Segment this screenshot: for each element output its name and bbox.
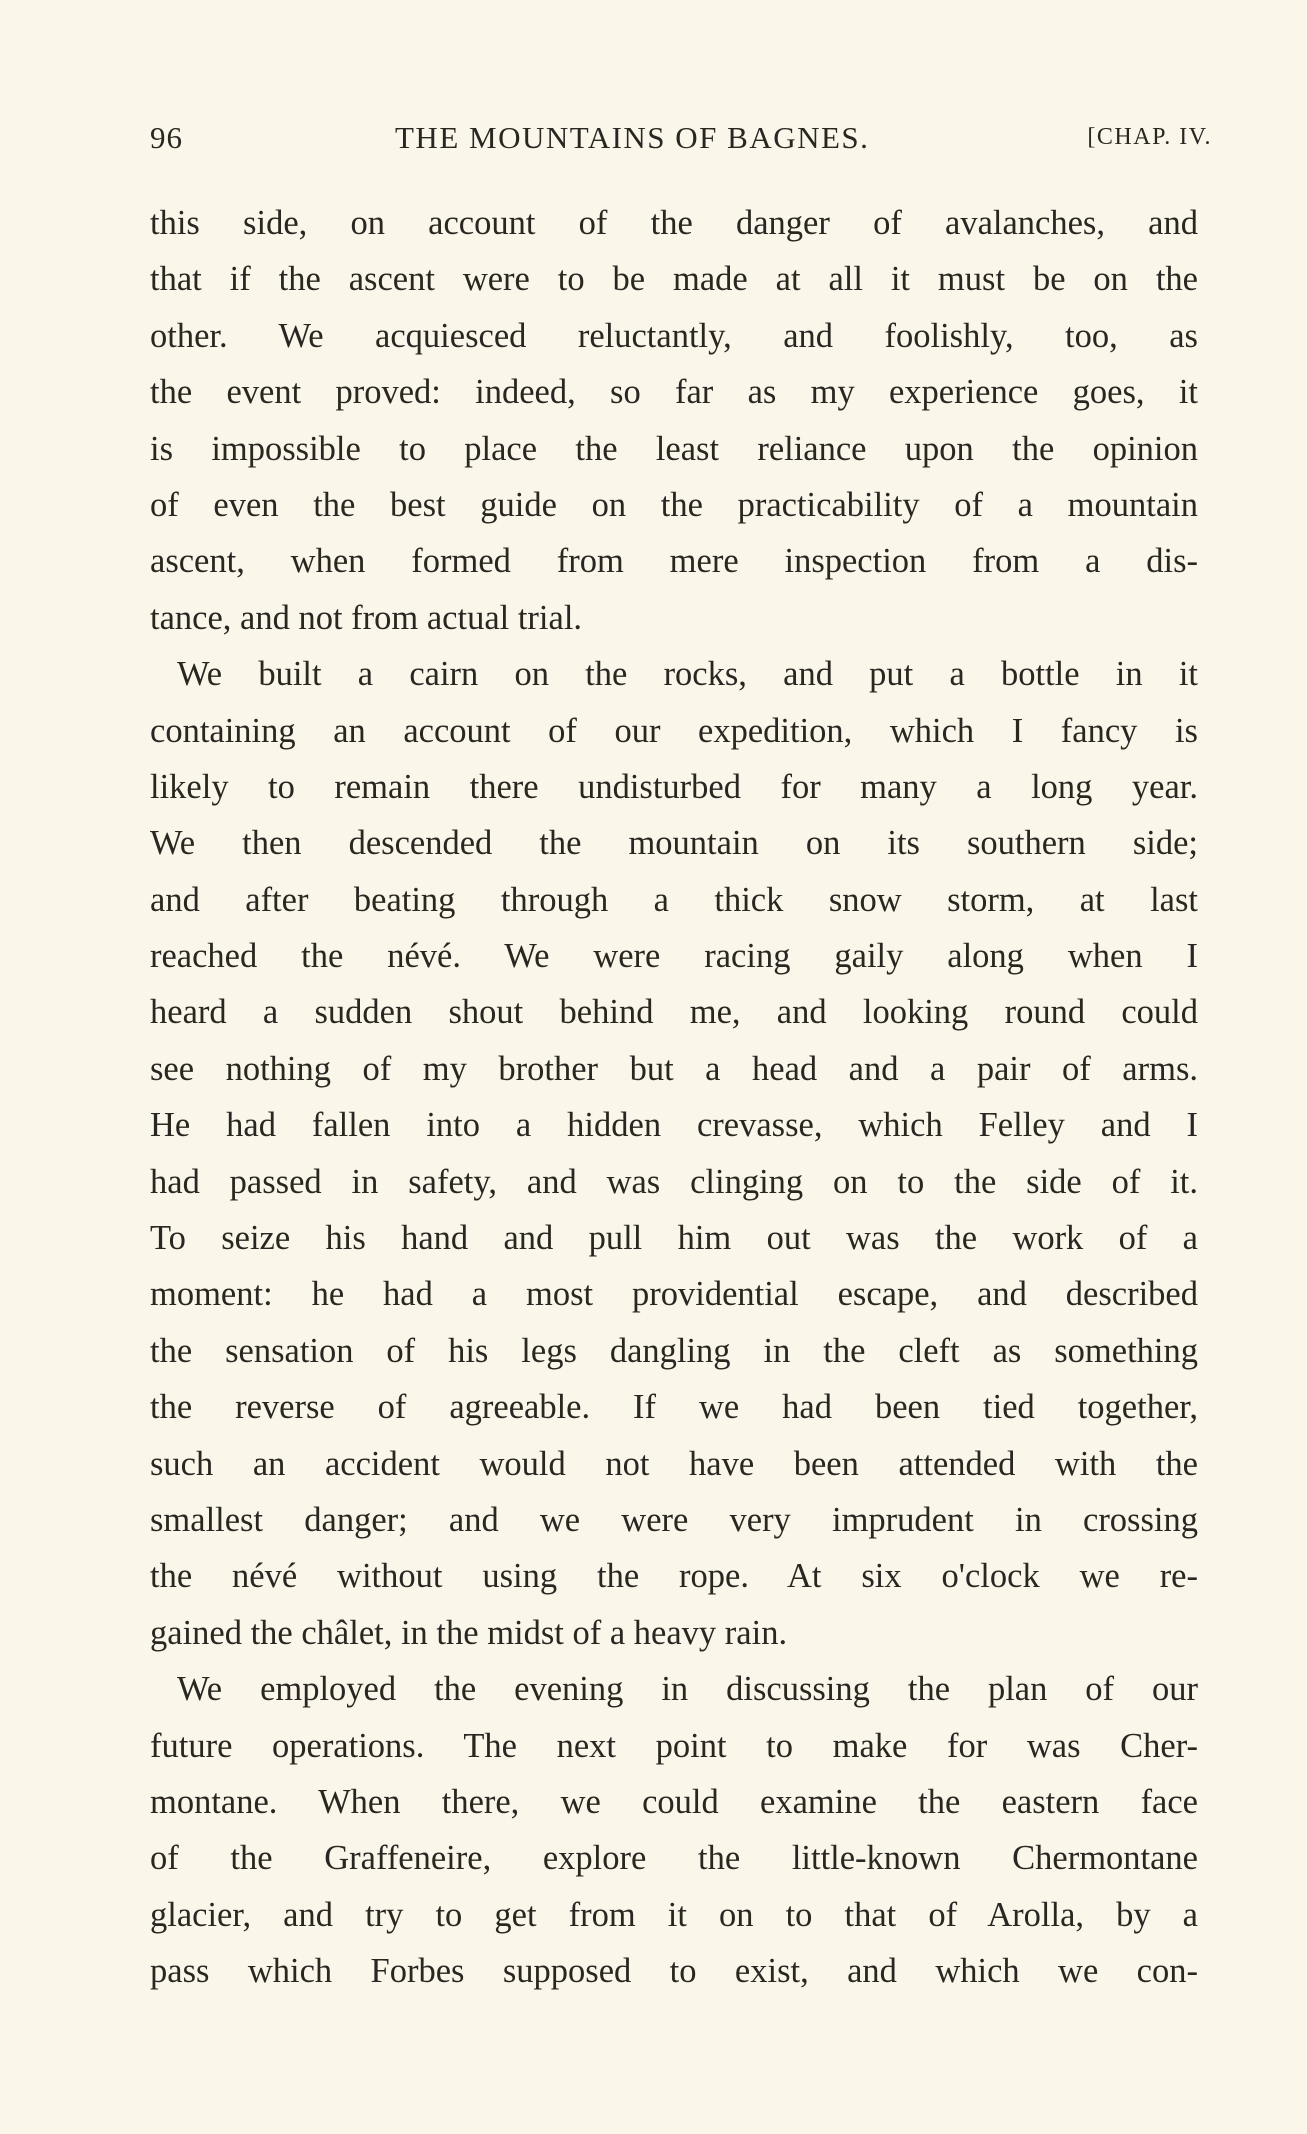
text-line: containing an account of our expedition, which I fancy is [150,711,1198,750]
text-line: To seize his hand and pull him out was the work of a [150,1219,1198,1258]
text-line: reached the névé. We were racing gaily along when I [150,937,1198,976]
paragraph [150,646,1198,1661]
text-line: We employed the evening in discussing the plan of our [177,1670,1198,1709]
page-number: 96 [150,120,183,155]
text-line: gained the châlet, in the midst of a heavy rain. [150,1613,788,1652]
text-line: smallest danger; and we were very imprudent in crossing [150,1500,1198,1539]
text-line: montane. When there, we could examine the eastern face [150,1782,1198,1821]
text-line: is impossible to place the least reliance upon the opinion [150,429,1198,468]
text-line: of the Graffeneire, explore the little-known Chermontane [150,1839,1198,1878]
paragraph [150,195,1198,646]
text-line: future operations. The next point to make for was Cher- [150,1726,1198,1765]
text-line: and after beating through a thick snow storm, at last [150,880,1198,919]
text-line: the névé without using the rope. At six o'clock we re- [150,1557,1198,1596]
text-line: other. We acquiesced reluctantly, and foolishly, too, as [150,316,1198,355]
text-line: that if the ascent were to be made at all it must be on the [150,260,1198,299]
text-line: had passed in safety, and was clinging on to the side of it. [150,1162,1198,1201]
text-line: the event proved: indeed, so far as my experience goes, it [150,373,1198,412]
text-line: this side, on account of the danger of avalanches, and [150,204,1198,242]
text-line: We then descended the mountain on its southern side; [150,824,1198,863]
text-line: We built a cairn on the rocks, and put a bottle in it [177,655,1198,694]
text-line: pass which Forbes supposed to exist, and which we con- [150,1952,1198,1991]
running-head [150,120,1212,164]
text-line: see nothing of my brother but a head and a pair of arms. [150,1049,1198,1088]
text-line: likely to remain there undisturbed for many a long year. [150,767,1198,806]
text-line: He had fallen into a hidden crevasse, which Felley and I [150,1106,1198,1145]
text-line: ascent, when formed from mere inspection from a dis- [150,542,1198,581]
paragraph [150,1661,1198,1999]
text-line: glacier, and try to get from it on to that of Arolla, by a [150,1895,1198,1934]
running-title: THE MOUNTAINS OF BAGNES. [395,120,870,155]
text-line: tance, and not from actual trial. [150,598,583,637]
text-line: of even the best guide on the practicability of a mountain [150,485,1198,524]
text-line: heard a sudden shout behind me, and looking round could [150,993,1198,1032]
text-line: the sensation of his legs dangling in the cleft as something [150,1331,1198,1370]
text-line: moment: he had a most providential escape, and described [150,1275,1198,1314]
chapter-marker: [CHAP. IV. [1087,124,1212,150]
text-line: the reverse of agreeable. If we had been tied together, [150,1388,1198,1427]
body-text [150,195,1198,2000]
text-line: such an accident would not have been attended with the [150,1444,1198,1483]
